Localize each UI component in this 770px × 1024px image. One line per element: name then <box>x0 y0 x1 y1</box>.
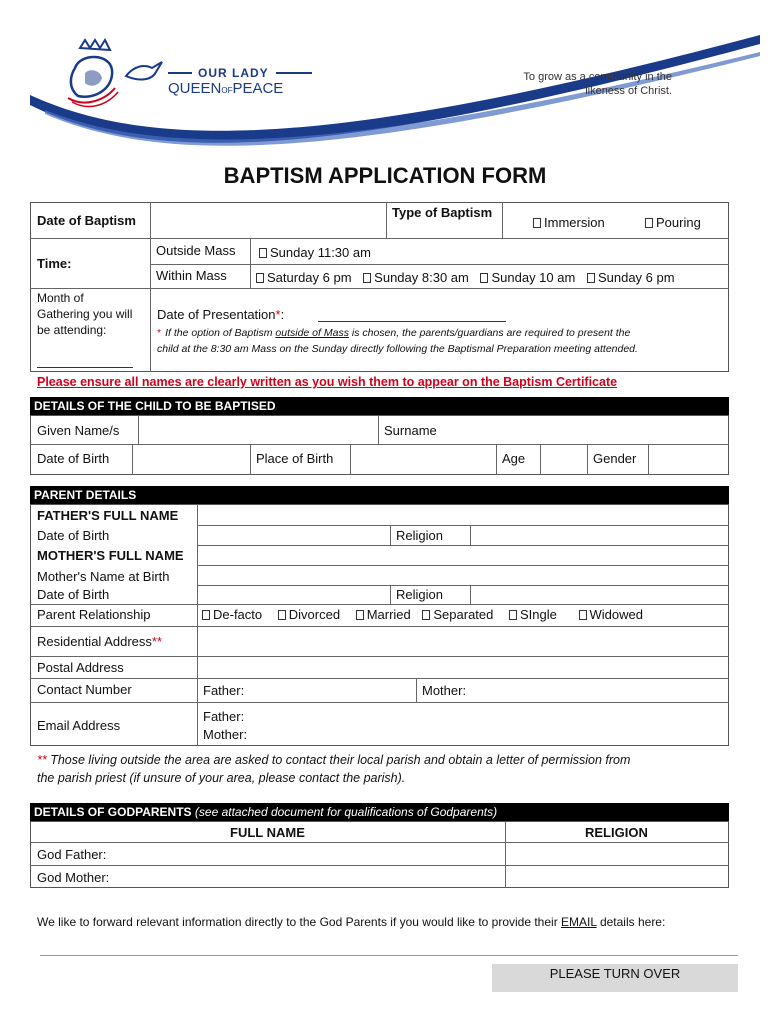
forward-email-word: EMAIL <box>561 915 597 929</box>
within-option-saturday-6pm[interactable] <box>256 270 352 285</box>
godparents-header <box>30 803 729 821</box>
godfather-name-input[interactable] <box>118 843 504 864</box>
contact-father-label: Father: <box>203 683 245 698</box>
month-label-line-1: Month of <box>37 291 84 305</box>
checkbox[interactable] <box>278 610 286 620</box>
full-name-column-header: FULL NAME <box>230 825 305 840</box>
godfather-religion-input[interactable] <box>507 843 728 864</box>
option-label: Saturday 6 pm <box>267 270 352 285</box>
month-label-line-2: Gathering you will <box>37 307 133 321</box>
logo-of: OF <box>221 86 233 95</box>
immersion-label: Immersion <box>544 215 605 230</box>
forward-text-a: We like to forward relevant information directly to the God Parents if you would like to provide their <box>37 915 562 929</box>
logo-queen-of-peace <box>168 80 283 98</box>
godfather-label: God Father: <box>37 847 107 862</box>
father-full-name-label: FATHER'S FULL NAME <box>37 508 179 523</box>
checkbox[interactable] <box>509 610 517 620</box>
logo-queen: QUEEN <box>168 80 222 97</box>
godparent-email-line[interactable] <box>40 955 738 956</box>
tagline <box>470 70 672 98</box>
option-label: Divorced <box>288 607 341 622</box>
residential-address-label <box>37 634 162 649</box>
outside-mass-note <box>157 325 725 357</box>
area-note-star: ** <box>37 753 47 767</box>
checkbox[interactable] <box>579 610 587 620</box>
mary-crown-icon <box>60 38 130 108</box>
postal-address-label: Postal Address <box>37 660 124 675</box>
type-of-baptism-label: Type of Baptism <box>392 205 493 220</box>
sunday-1130-option[interactable] <box>259 245 371 260</box>
given-names-label: Given Name/s <box>37 423 120 438</box>
area-note-line-2: the parish priest (if unsure of your area, please contact the parish). <box>37 771 406 785</box>
please-turn-over-text: PLEASE TURN OVER <box>549 966 681 981</box>
option-label: Sunday 8:30 am <box>374 270 469 285</box>
child-details-header: DETAILS OF THE CHILD TO BE BAPTISED <box>30 397 729 415</box>
checkbox[interactable] <box>363 273 371 283</box>
note-line-2: child at the 8:30 am Mass on the Sunday directly following the Baptismal Preparation meeting attended. <box>157 343 638 355</box>
date-of-baptism-label: Date of Baptism <box>37 213 136 228</box>
godmother-religion-input[interactable] <box>507 866 728 887</box>
mother-religion-label: Religion <box>396 587 443 602</box>
please-turn-over <box>492 964 738 992</box>
mother-full-name-input[interactable] <box>199 546 727 564</box>
date-of-baptism-input[interactable] <box>152 204 384 236</box>
child-dob-label: Date of Birth <box>37 451 110 466</box>
father-religion-input[interactable] <box>472 526 728 544</box>
relationship-defacto[interactable] <box>202 607 262 622</box>
postal-address-input[interactable] <box>199 657 727 677</box>
mother-birth-name-input[interactable] <box>199 566 727 584</box>
logo-peace: PEACE <box>232 80 284 97</box>
checkbox[interactable] <box>422 610 430 620</box>
residential-star: ** <box>151 634 163 649</box>
surname-input[interactable] <box>446 416 728 443</box>
time-label: Time: <box>37 256 72 271</box>
immersion-option[interactable] <box>533 215 605 230</box>
presentation-star: * <box>275 307 281 322</box>
relationship-options <box>202 607 643 622</box>
month-of-gathering-label <box>37 290 132 338</box>
father-dob-input[interactable] <box>199 526 389 544</box>
father-dob-label: Date of Birth <box>37 528 110 543</box>
area-note-line1-text: Those living outside the area are asked to contact their local parish and obtain a letter of permission from <box>46 753 631 767</box>
mother-birth-name-label: Mother's Name at Birth <box>37 569 170 584</box>
age-input[interactable] <box>542 445 586 474</box>
mother-dob-label: Date of Birth <box>37 587 110 602</box>
presentation-colon: : <box>280 307 285 322</box>
parent-details-header: PARENT DETAILS <box>30 486 729 504</box>
immersion-checkbox[interactable] <box>533 218 541 228</box>
relationship-separated[interactable] <box>422 607 493 622</box>
godparents-header-note: (see attached document for qualifications of Godparents) <box>191 805 498 819</box>
within-option-sunday-6pm[interactable] <box>587 270 675 285</box>
option-label: Sunday 10 am <box>491 270 576 285</box>
form-title: BAPTISM APPLICATION FORM <box>223 163 547 188</box>
mother-dob-input[interactable] <box>199 586 389 603</box>
note-star: * <box>157 327 162 339</box>
godmother-name-input[interactable] <box>118 866 504 887</box>
parent-relationship-label: Parent Relationship <box>37 607 151 622</box>
relationship-widowed[interactable] <box>579 607 643 622</box>
month-input-line[interactable] <box>37 367 133 368</box>
area-note-line-1 <box>37 751 630 769</box>
godparents-header-title: DETAILS OF GODPARENTS <box>34 805 192 819</box>
outside-mass-label: Outside Mass <box>156 243 236 258</box>
option-label: Separated <box>433 607 494 622</box>
forward-email-text <box>37 915 665 929</box>
gender-input[interactable] <box>650 445 728 474</box>
option-label: SIngle <box>520 607 557 622</box>
logo-our-lady: OUR LADY <box>198 66 269 80</box>
contact-number-label: Contact Number <box>37 682 132 697</box>
presentation-label: Date of Presentation <box>157 307 276 322</box>
forward-text-b: details here: <box>596 915 666 929</box>
email-input[interactable] <box>256 704 726 744</box>
father-religion-label: Religion <box>396 528 443 543</box>
mother-full-name-label: MOTHER'S FULL NAME <box>37 548 184 563</box>
godmother-label: God Mother: <box>37 870 110 885</box>
religion-column-header: RELIGION <box>585 825 648 840</box>
date-of-presentation <box>157 307 284 322</box>
given-names-input[interactable] <box>140 416 376 443</box>
relationship-divorced[interactable] <box>278 607 340 622</box>
option-label: De-facto <box>213 607 263 622</box>
relationship-single[interactable] <box>509 607 557 622</box>
within-mass-label: Within Mass <box>156 268 227 283</box>
email-address-label: Email Address <box>37 718 121 733</box>
child-dob-input[interactable] <box>134 445 248 474</box>
tagline-line-2: likeness of Christ. <box>585 85 672 97</box>
pouring-option[interactable] <box>645 215 701 230</box>
tagline-line-1: To grow as a community in the <box>523 71 672 83</box>
checkbox[interactable] <box>480 273 488 283</box>
certificate-warning: Please ensure all names are clearly written as you wish them to appear on the Baptism Certificate <box>37 375 618 389</box>
within-mass-options <box>256 270 675 285</box>
email-mother-label: Mother: <box>203 727 248 742</box>
checkbox[interactable] <box>356 610 364 620</box>
checkbox[interactable] <box>256 273 264 283</box>
within-option-sunday-10am[interactable] <box>480 270 575 285</box>
email-father-label: Father: <box>203 709 245 724</box>
gender-label: Gender <box>593 451 637 466</box>
checkbox[interactable] <box>587 273 595 283</box>
outside-area-note <box>37 751 630 787</box>
contact-mother-input[interactable] <box>478 679 727 701</box>
relationship-married[interactable] <box>356 607 411 622</box>
contact-mother-label: Mother: <box>422 683 467 698</box>
month-label-line-3: be attending: <box>37 323 107 337</box>
note-line1-b: is chosen, the parents/guardians are required to present the <box>348 327 631 339</box>
option-label: Sunday 6 pm <box>597 270 675 285</box>
dove-icon <box>124 58 164 88</box>
surname-label: Surname <box>384 423 437 438</box>
note-line-1 <box>157 325 725 341</box>
father-full-name-input[interactable] <box>199 505 727 524</box>
residential-address-input[interactable] <box>199 627 727 655</box>
option-label: Married <box>366 607 411 622</box>
date-of-presentation-input[interactable] <box>318 321 506 322</box>
checkbox[interactable] <box>202 610 210 620</box>
sunday-1130-checkbox[interactable] <box>259 248 267 258</box>
note-line1-underline: outside of Mass <box>275 327 349 339</box>
residential-label-text: Residential Address <box>37 634 152 649</box>
within-option-sunday-830am[interactable] <box>363 270 469 285</box>
pouring-checkbox[interactable] <box>645 218 653 228</box>
pouring-label: Pouring <box>656 215 701 230</box>
mother-religion-input[interactable] <box>472 586 728 603</box>
header <box>0 0 770 150</box>
contact-father-input[interactable] <box>250 679 414 701</box>
age-label: Age <box>502 451 526 466</box>
sunday-1130-label: Sunday 11:30 am <box>270 245 371 260</box>
note-line1-a: If the option of Baptism <box>165 327 276 339</box>
place-of-birth-input[interactable] <box>352 445 494 474</box>
place-of-birth-label: Place of Birth <box>256 451 334 466</box>
option-label: Widowed <box>589 607 643 622</box>
